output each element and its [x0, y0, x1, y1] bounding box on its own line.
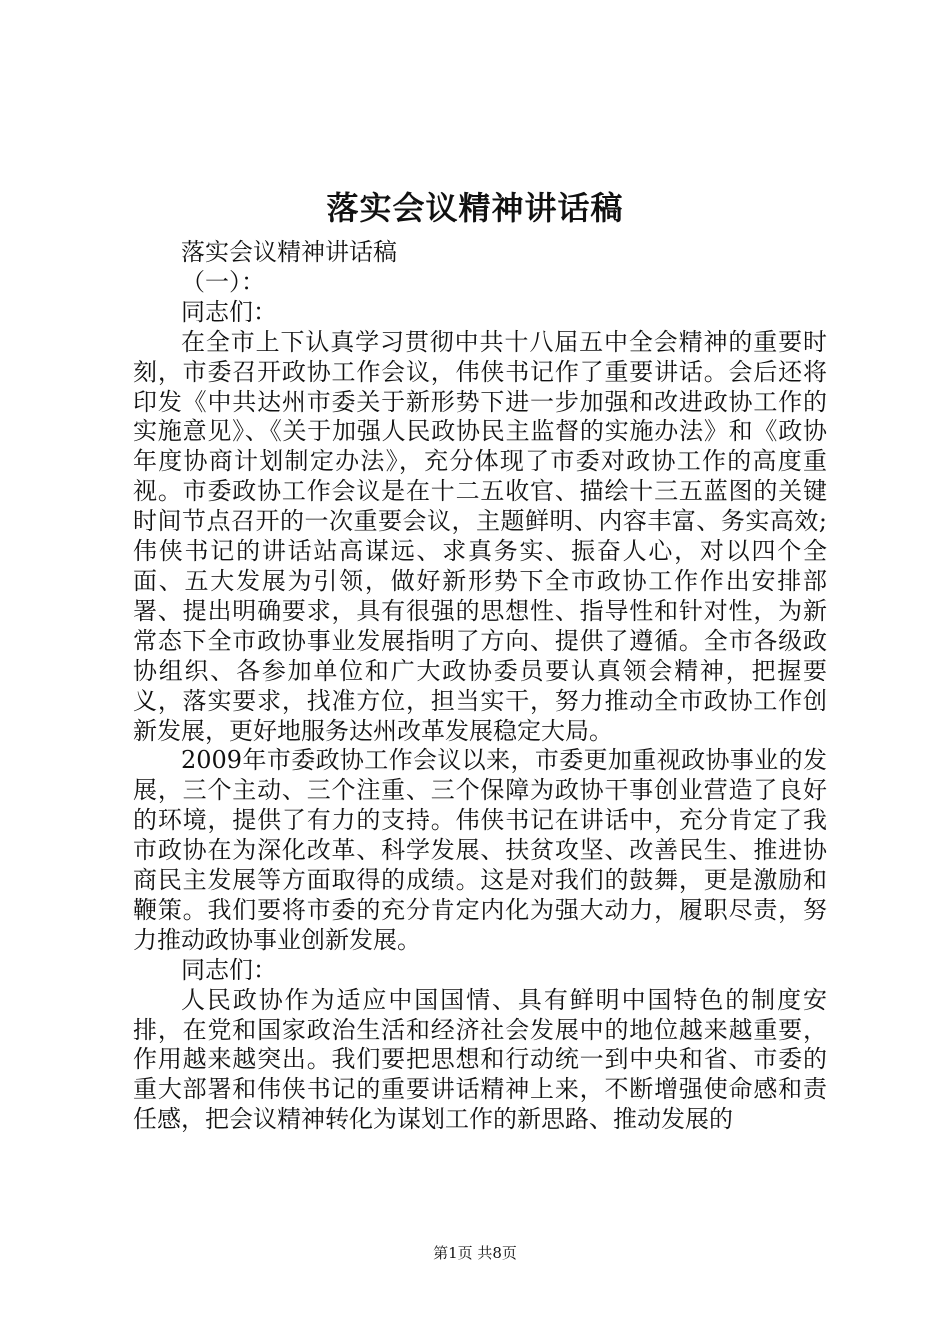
document-title: 落实会议精神讲话稿 [326, 189, 624, 227]
document-body [133, 238, 827, 1135]
salutation-paragraph: 同志们： [181, 955, 277, 984]
salutation-paragraph: 同志们： [181, 297, 277, 326]
body-paragraph: 2009年市委政协工作会议以来，市委更加重视政协事业的发展，三个主动、三个注重、三个保障为政协干事创业营造了良好的环境，提供了有力的支持。伟侠书记在讲话中，充分肯定了我市政协在为深化改革、科学发展、扶贫攻坚、改善民生、推进协商民主发展等方面取得的成绩。这是对我们的鼓舞，更是激励和鞭策。我们要将市委的充分肯定内化为强大动力，履职尽责，努力推动政协事业创新发展。 [133, 746, 827, 954]
page-footer: 第1页 共8页 [433, 1244, 517, 1262]
body-paragraph: 人民政协作为适应中国国情、具有鲜明中国特色的制度安排，在党和国家政治生活和经济社会发展中的地位越来越重要，作用越来越突出。我们要把思想和行动统一到中央和省、市委的重大部署和伟侠书记的重要讲话精神上来，不断增强使命感和责任感，把会议精神转化为谋划工作的新思路、推动发展的 [133, 985, 827, 1134]
section-marker-paragraph: （一）： [181, 267, 265, 296]
body-paragraph: 在全市上下认真学习贯彻中共十八届五中全会精神的重要时刻，市委召开政协工作会议，伟侠书记作了重要讲话。会后还将印发《中共达州市委关于新形势下进一步加强和改进政协工作的实施意见》、《关于加强人民政协民主监督的实施办法》和《政协年度协商计划制定办法》，充分体现了市委对政协工作的高度重视。市委政协工作会议是在十二五收官、描绘十三五蓝图的关键时间节点召开的一次重要会议，主题鲜明、内容丰富、务实高效;伟侠书记的讲话站高谋远、求真务实、振奋人心，对以四个全面、五大发展为引领，做好新形势下全市政协工作作出安排部署、提出明确要求，具有很强的思想性、指导性和针对性，为新常态下全市政协事业发展指明了方向、提供了遵循。全市各级政协组织、各参加单位和广大政协委员要认真领会精神，把握要义，落实要求，找准方位，担当实干，努力推动全市政协工作创新发展，更好地服务达州改革发展稳定大局。 [133, 327, 827, 745]
subtitle-paragraph: 落实会议精神讲话稿 [181, 238, 397, 266]
